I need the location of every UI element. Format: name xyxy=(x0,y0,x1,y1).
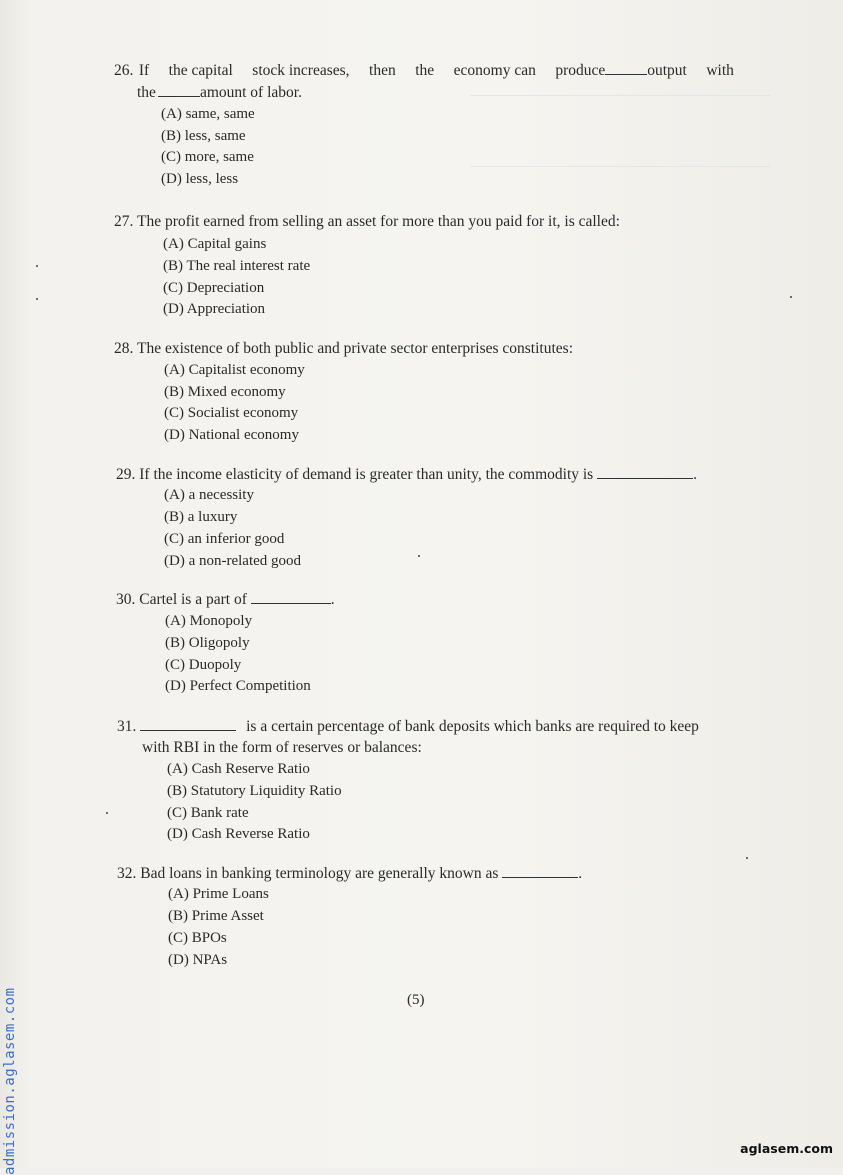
question-word: with xyxy=(706,62,734,79)
option-b: (B) Prime Asset xyxy=(168,908,264,924)
option-a: (A) a necessity xyxy=(164,487,254,503)
question-text: The existence of both public and private sector enterprises constitutes: xyxy=(136,340,573,357)
question-28-text xyxy=(114,340,573,358)
question-number: 28. xyxy=(114,340,134,357)
question-number: 29. xyxy=(116,466,136,483)
question-word: economy can xyxy=(453,62,536,79)
option-d: (D) Cash Reverse Ratio xyxy=(167,826,310,842)
option-d: (D) less, less xyxy=(161,171,239,187)
option-d: (D) a non-related good xyxy=(164,553,302,569)
scan-speck xyxy=(106,812,108,814)
question-word: the xyxy=(415,62,435,79)
question-punctuation: . xyxy=(578,865,583,882)
question-word: produce xyxy=(555,62,606,79)
question-punctuation: . xyxy=(693,466,697,483)
answer-blank xyxy=(597,466,693,479)
option-c: (C) more, same xyxy=(161,149,254,165)
question-punctuation: . xyxy=(330,591,335,608)
question-32-text xyxy=(117,865,582,883)
scan-speck xyxy=(746,857,748,859)
option-b: (B) Oligopoly xyxy=(165,635,250,651)
option-c: (C) Duopoly xyxy=(165,657,242,673)
watermark-corner: aglasem.com xyxy=(740,1141,833,1156)
option-c: (C) an inferior good xyxy=(164,531,285,547)
question-27-text xyxy=(114,213,620,231)
question-text: The profit earned from selling an asset for more than you paid for it, is called: xyxy=(136,213,620,230)
watermark-side: admission.aglasem.com xyxy=(2,987,18,1175)
option-d: (D) NPAs xyxy=(168,952,228,968)
scan-speck xyxy=(36,298,38,300)
option-a: (A) Monopoly xyxy=(165,613,253,629)
answer-blank xyxy=(158,84,200,97)
question-31-line-1 xyxy=(117,718,699,736)
page-number: (5) xyxy=(407,992,425,1008)
question-number: 26. xyxy=(114,62,134,79)
option-a: (A) Capital gains xyxy=(163,236,267,252)
option-d: (D) National economy xyxy=(164,427,299,443)
option-a: (A) Prime Loans xyxy=(168,886,269,902)
question-word: then xyxy=(369,62,396,79)
answer-blank xyxy=(140,718,236,731)
question-word: the xyxy=(137,84,156,101)
option-a: (A) same, same xyxy=(161,106,255,122)
option-b: (B) a luxury xyxy=(164,509,238,525)
option-d: (D) Appreciation xyxy=(163,301,266,317)
option-c: (C) Depreciation xyxy=(163,280,265,296)
question-26-line-2 xyxy=(137,84,302,102)
question-number: 31. xyxy=(117,718,137,735)
scan-speck xyxy=(36,265,38,267)
option-c: (C) Socialist economy xyxy=(164,405,299,421)
answer-blank xyxy=(605,62,647,75)
question-word: output xyxy=(647,62,687,79)
option-b: (B) less, same xyxy=(161,128,246,144)
option-c: (C) BPOs xyxy=(168,930,227,946)
question-text: with RBI in the form of reserves or balances: xyxy=(142,739,422,756)
option-b: (B) The real interest rate xyxy=(163,258,311,274)
question-text: Cartel is a part of xyxy=(139,591,247,608)
bleed-through-lines xyxy=(470,95,770,167)
answer-blank xyxy=(251,591,331,604)
question-text: is a certain percentage of bank deposits which banks are required to keep xyxy=(246,718,699,735)
question-31-line-2 xyxy=(142,739,422,757)
option-b: (B) Statutory Liquidity Ratio xyxy=(167,783,342,799)
question-number: 27. xyxy=(114,213,134,230)
question-word: If xyxy=(138,62,150,79)
question-number: 32. xyxy=(117,865,137,882)
answer-blank xyxy=(502,865,578,878)
option-d: (D) Perfect Competition xyxy=(165,678,311,694)
question-number: 30. xyxy=(116,591,136,608)
option-a: (A) Capitalist economy xyxy=(164,362,305,378)
scan-speck xyxy=(790,296,792,298)
question-29-text xyxy=(116,466,697,484)
question-word: the capital xyxy=(168,62,233,79)
option-b: (B) Mixed economy xyxy=(164,384,286,400)
question-30-text xyxy=(116,591,335,609)
question-word: amount of labor. xyxy=(199,84,302,101)
question-word: stock increases, xyxy=(252,62,350,79)
question-text: Bad loans in banking terminology are generally known as xyxy=(140,865,499,882)
option-c: (C) Bank rate xyxy=(167,805,249,821)
question-26-line-1 xyxy=(114,62,734,80)
scan-speck xyxy=(418,555,420,557)
option-a: (A) Cash Reserve Ratio xyxy=(167,761,310,777)
question-text: If the income elasticity of demand is greater than unity, the commodity is xyxy=(139,466,594,483)
